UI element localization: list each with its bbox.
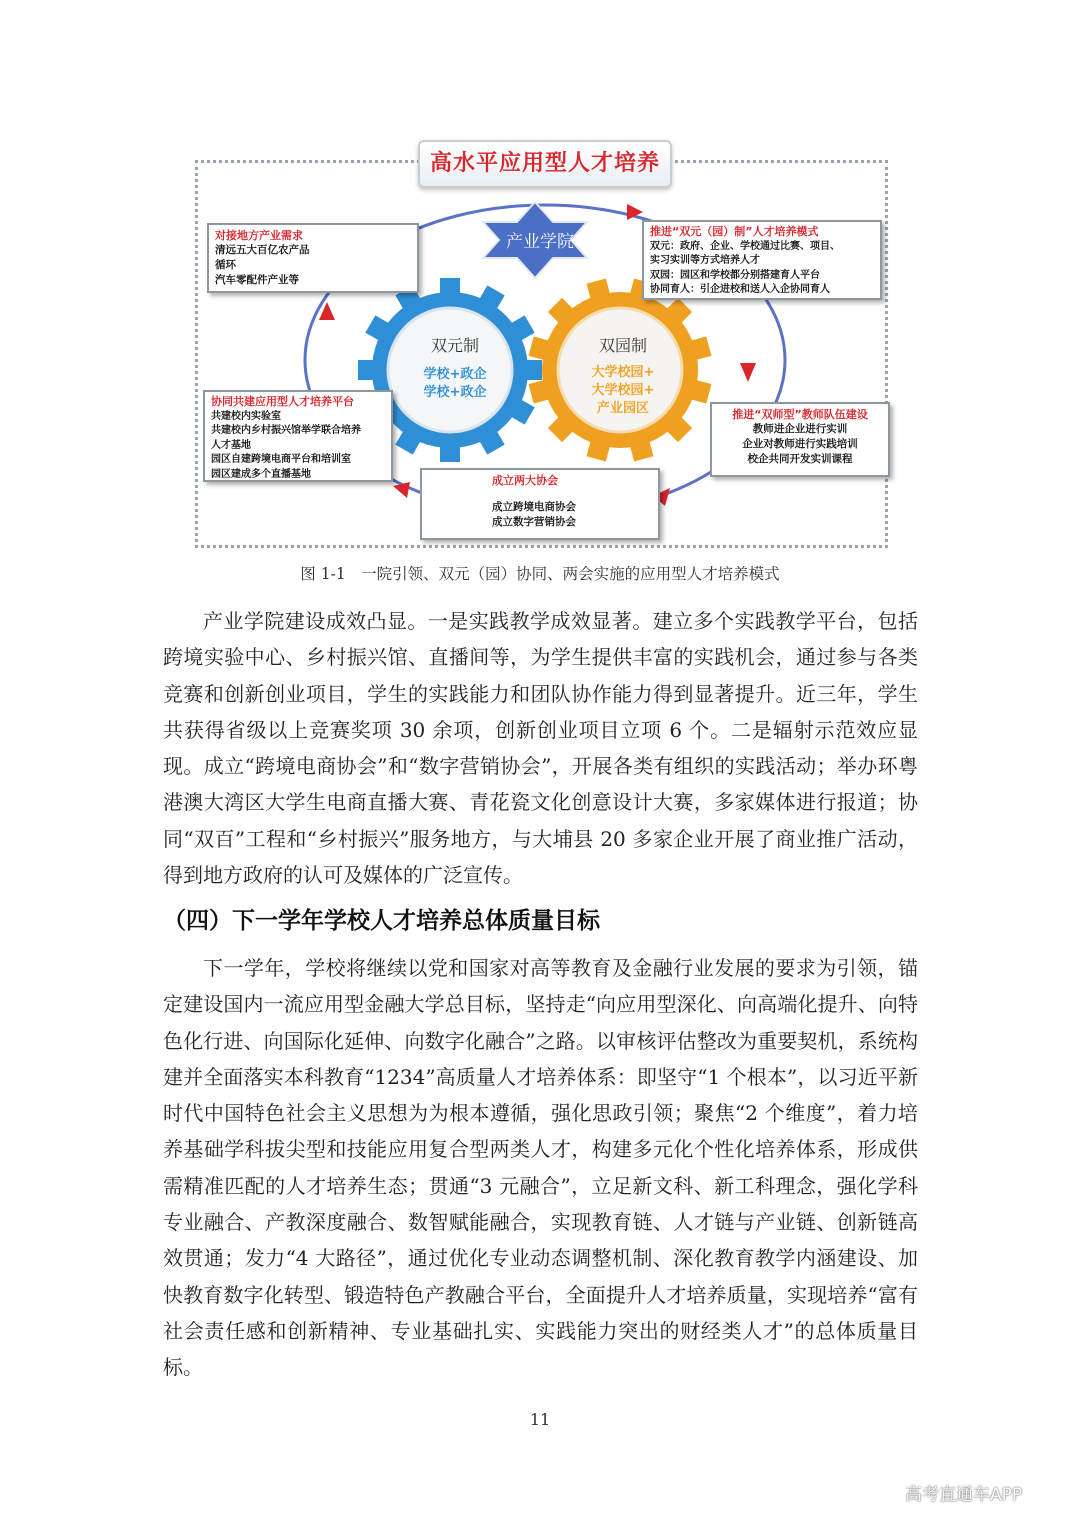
box-industry-demand-line: 循环 xyxy=(215,259,236,271)
arrow-head-right xyxy=(740,363,756,382)
box-two-associations-line: 成立跨境电商协会 xyxy=(492,501,576,513)
box-training-platform xyxy=(203,390,393,482)
figure-title: 高水平应用型人才培养 xyxy=(418,140,672,188)
box-training-platform-title: 协同共建应用型人才培养平台 xyxy=(211,395,354,408)
box-two-associations-line: 成立数字营销协会 xyxy=(492,516,576,528)
box-training-platform-line: 园区建成多个直播基地 xyxy=(211,468,311,480)
box-training-platform-line: 共建校内实验室 xyxy=(211,410,281,422)
box-dual-teacher xyxy=(710,402,890,477)
box-industry-demand xyxy=(207,223,419,293)
box-industry-demand-line: 清远五大百亿农产品 xyxy=(215,244,310,256)
gear-right-name: 双园制 xyxy=(598,336,647,355)
page-number: 11 xyxy=(529,1410,551,1429)
box-two-associations xyxy=(420,468,660,540)
box-industry-demand-title: 对接地方产业需求 xyxy=(215,229,303,242)
box-training-platform-line: 共建校内乡村振兴馆举学联合培养 xyxy=(211,425,361,436)
star-label: 产业学院 xyxy=(506,232,574,252)
box-dual-system-title: 推进“双元（园）制”人才培养模式 xyxy=(650,225,819,238)
gear-right-line-3: 产业园区 xyxy=(596,401,649,416)
paragraph-quality-goals: 下一学年，学校将继续以党和国家对高等教育及金融行业发展的要求为引领，锚定建设国内一流应用型金融大学总目标，坚持走“向应用型深化、向高端化提升、向特色化行进、向国际化延伸、向数字化融合”之路。以审核评估整改为重要契机，系统构建并全面落实本科教育“1234”高质量人才培养体系：即坚守“1 个根本”，以习近平新时代中国特色社会主义思想为为根本遵循，强化思政引领；聚焦“2 个维度”，着力培养基础学科拔尖型和技能应用复合型两类人才，构建多元化个性化培养体系，形成供需精准匹配的人才培养生态；贯通“3 元融合”，立足新文科、新工科理念，强化学科专业融合、产教深度融合、数智赋能融合，实现教育链、人才链与产业链、创新链高效贯通；发力“4 大路径”，通过优化专业动态调整机制、深化教育教学内涵建设、加快教育数字化转型、锻造特色产教融合平台，全面提升人才培养质量，实现培养“富有社会责任感和创新精神、专业基础扎实、实践能力突出的财经类人才”的总体质量目标。 xyxy=(163,956,918,1380)
gear-left-name: 双元制 xyxy=(430,336,479,355)
arrow-head-bottom-left xyxy=(393,482,410,498)
box-dual-system-line: 双元：政府、企业、学校通过比赛、项目、 xyxy=(650,240,840,252)
box-dual-teacher-line: 企业对教师进行实践培训 xyxy=(742,438,858,450)
gear-left-line-2: 学校+政企 xyxy=(423,385,487,400)
box-dual-system xyxy=(642,220,882,300)
paragraph-achievements: 产业学院建设成效凸显。一是实践教学成效显著。建立多个实践教学平台，包括跨境实验中心、乡村振兴馆、直播间等，为学生提供丰富的实践机会，通过参与各类竞赛和创新创业项目，学生的实践能力和团队协作能力得到显著提升。近三年，学生共获得省级以上竞赛奖项 30 余项，创新创业项目立项 6 个。二是辐射示范效应显现。成立“跨境电商协会”和“数字营销协会”，开展各类有组织的实践活动；举办环粤港澳大湾区大学生电商直播大赛、青花瓷文化创意设计大赛，多家媒体进行报道；协同“双百”工程和“乡村振兴”服务地方，与大埔县 20 多家企业开展了商业推广活动，得到地方政府的认可及媒体的广泛宣传。 xyxy=(163,609,918,888)
box-dual-teacher-line: 教师进企业进行实训 xyxy=(752,423,848,435)
box-training-platform-line: 人才基地 xyxy=(211,439,251,451)
box-dual-system-line: 双园：园区和学校都分别搭建育人平台 xyxy=(650,269,820,281)
box-dual-system-line: 实习实训等方式培养人才 xyxy=(650,255,760,266)
box-dual-teacher-line: 校企共同开发实训课程 xyxy=(747,453,853,465)
gear-right-line-1: 大学校园+ xyxy=(591,365,655,380)
gear-left-label xyxy=(395,333,515,402)
gear-left-line-1: 学校+政企 xyxy=(423,367,487,382)
section-heading: （四）下一学年学校人才培养总体质量目标 xyxy=(163,908,600,934)
watermark-text: 高考直通车APP xyxy=(905,1485,1023,1505)
box-industry-demand-line: 汽车零配件产业等 xyxy=(215,274,299,286)
box-dual-teacher-title: 推进“双师型”教师队伍建设 xyxy=(732,408,868,421)
gear-right-label xyxy=(563,333,683,418)
box-two-associations-title: 成立两大协会 xyxy=(492,474,558,487)
gear-right-line-2: 大学校园+ xyxy=(591,383,655,398)
box-training-platform-line: 园区自建跨境电商平台和培训室 xyxy=(211,454,351,465)
box-dual-system-line: 协同育人：引企进校和送人入企协同育人 xyxy=(650,284,830,295)
figure-caption: 图 1-1 一院引领、双元（园）协同、两会实施的应用型人才培养模式 xyxy=(300,565,780,583)
